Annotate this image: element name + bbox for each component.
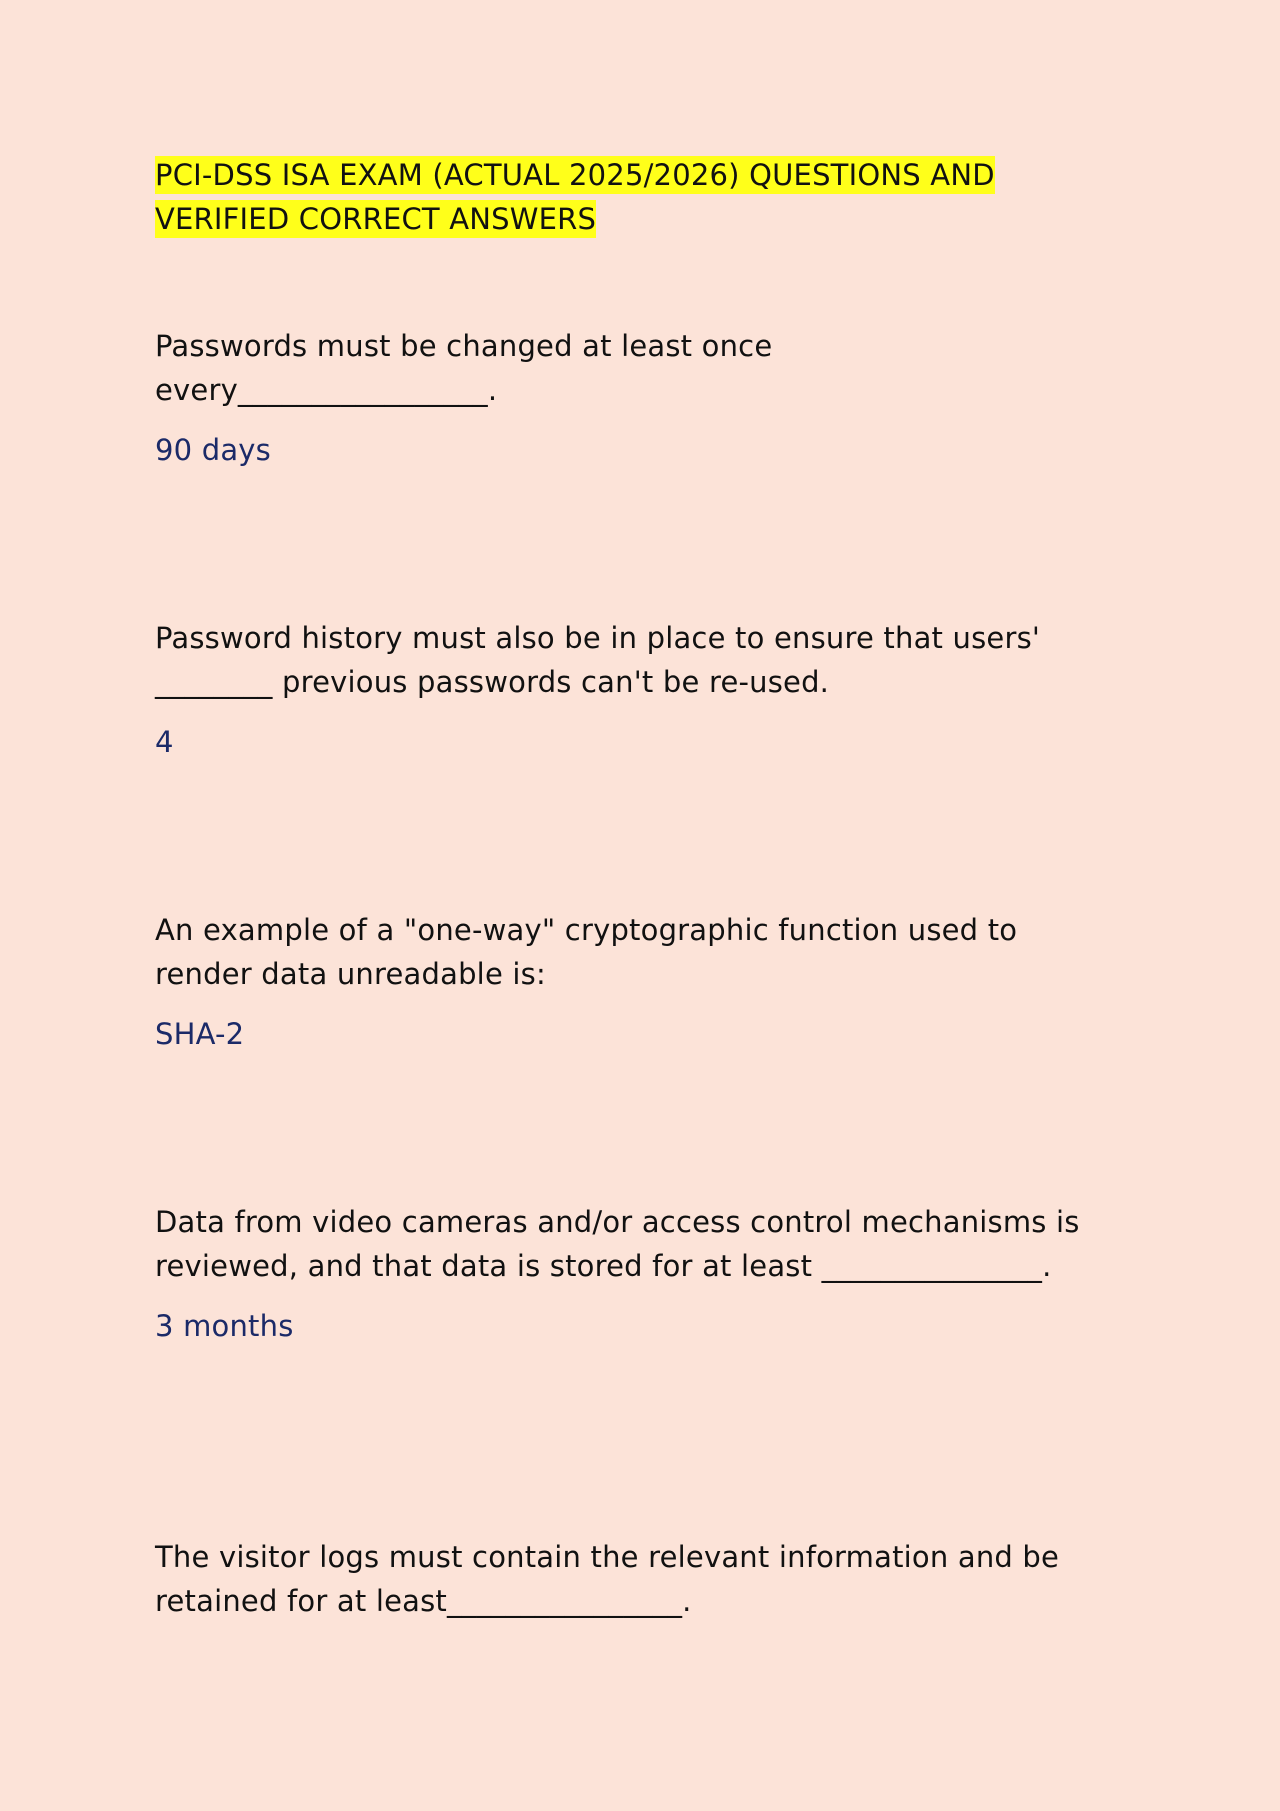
answer-text: SHA-2 <box>155 1017 245 1051</box>
question-block <box>155 1200 1115 1348</box>
answer-text: 3 months <box>155 1309 294 1343</box>
highlighted-title-text: PCI-DSS ISA EXAM (ACTUAL 2025/2026) QUESTIONS AND VERIFIED CORRECT ANSWERS <box>155 158 995 236</box>
document-title <box>155 153 1095 241</box>
question-text: Passwords must be changed at least once every_________________. <box>155 329 773 407</box>
question-block <box>155 324 875 472</box>
question-text: The visitor logs must contain the relevant information and be retained for at least________________. <box>155 1540 1060 1618</box>
answer-text: 90 days <box>155 433 271 467</box>
answer-text: 4 <box>155 725 174 759</box>
question-block <box>155 908 1115 1056</box>
question-text: Data from video cameras and/or access control mechanisms is reviewed, and that data is stored for at least _______________. <box>155 1205 1080 1283</box>
question-block <box>155 616 1115 764</box>
question-text: An example of a "one-way" cryptographic function used to render data unreadable is: <box>155 913 1018 991</box>
question-text: Password history must also be in place to ensure that users' ________ previous passwords can't be re-used. <box>155 621 1041 699</box>
question-block <box>155 1535 1115 1623</box>
